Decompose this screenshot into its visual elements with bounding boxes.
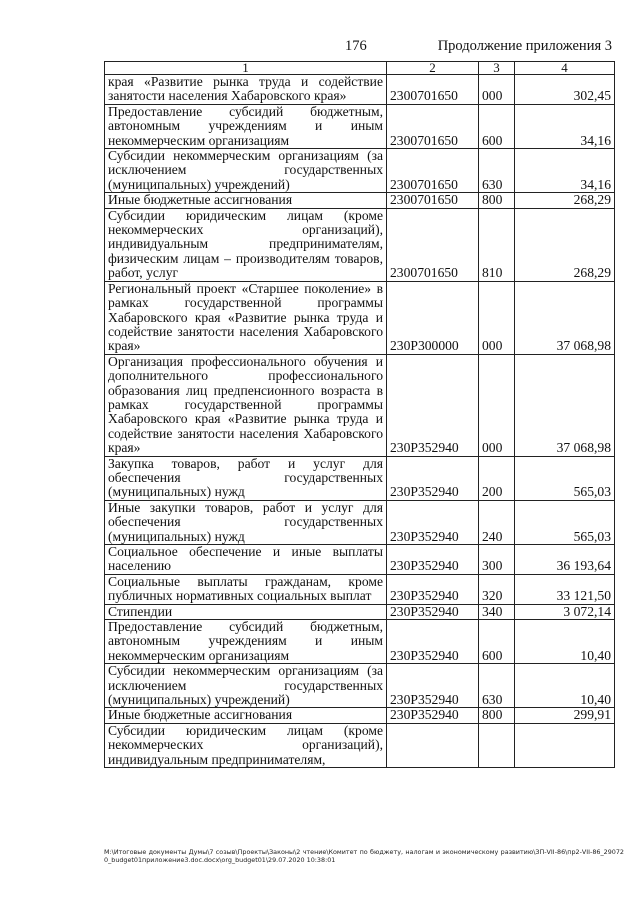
column-header: 3: [479, 62, 515, 75]
row-code-cell: 230P352940: [387, 664, 479, 708]
row-code-cell: 2300701650: [387, 104, 479, 148]
table-row: [105, 104, 615, 148]
row-kind-cell: [479, 723, 515, 767]
table-row: [105, 354, 615, 456]
row-name-cell: Социальные выплаты гражданам, кроме публичных нормативных социальных выплат: [105, 574, 387, 604]
row-amount-cell: 3 072,14: [515, 604, 615, 619]
row-code-cell: 230P352940: [387, 545, 479, 575]
row-amount-cell: 299,91: [515, 708, 615, 723]
table-row: [105, 620, 615, 664]
row-kind-cell: 600: [479, 104, 515, 148]
row-name-cell: Закупка товаров, работ и услуг для обеспечения государственных (муниципальных) нужд: [105, 456, 387, 500]
row-name-cell: Иные закупки товаров, работ и услуг для обеспечения государственных (муниципальных) нужд: [105, 500, 387, 544]
appendix-heading: Продолжение приложения 3: [437, 38, 612, 54]
row-name-cell: Иные бюджетные ассигнования: [105, 193, 387, 208]
row-name-cell: Предоставление субсидий бюджетным, автономным учреждениям и иным некоммерческим организациям: [105, 104, 387, 148]
row-code-cell: 2300701650: [387, 193, 479, 208]
row-amount-cell: 34,16: [515, 104, 615, 148]
table-row: [105, 75, 615, 105]
row-name-cell: Иные бюджетные ассигнования: [105, 708, 387, 723]
row-amount-cell: [515, 723, 615, 767]
row-code-cell: 230P300000: [387, 281, 479, 354]
row-code-cell: 230P352940: [387, 456, 479, 500]
table-row: [105, 574, 615, 604]
row-code-cell: 230P352940: [387, 604, 479, 619]
row-kind-cell: 630: [479, 664, 515, 708]
row-code-cell: 230P352940: [387, 354, 479, 456]
row-kind-cell: 000: [479, 75, 515, 105]
table-row: [105, 708, 615, 723]
row-amount-cell: 302,45: [515, 75, 615, 105]
row-amount-cell: 37 068,98: [515, 354, 615, 456]
budget-table: [104, 61, 615, 768]
row-code-cell: 230P352940: [387, 708, 479, 723]
row-kind-cell: 000: [479, 354, 515, 456]
row-code-cell: 2300701650: [387, 75, 479, 105]
row-amount-cell: 34,16: [515, 149, 615, 193]
row-amount-cell: 565,03: [515, 500, 615, 544]
row-amount-cell: 565,03: [515, 456, 615, 500]
page-number: 176: [345, 38, 367, 54]
column-header: 2: [387, 62, 479, 75]
table-row: [105, 149, 615, 193]
table-row: [105, 664, 615, 708]
row-kind-cell: 340: [479, 604, 515, 619]
row-code-cell: 230P352940: [387, 620, 479, 664]
row-kind-cell: 810: [479, 208, 515, 281]
row-kind-cell: 630: [479, 149, 515, 193]
table-row: [105, 604, 615, 619]
table-row: [105, 500, 615, 544]
row-kind-cell: 200: [479, 456, 515, 500]
row-amount-cell: 37 068,98: [515, 281, 615, 354]
row-kind-cell: 800: [479, 708, 515, 723]
row-code-cell: 2300701650: [387, 208, 479, 281]
row-kind-cell: 240: [479, 500, 515, 544]
row-code-cell: 230P352940: [387, 500, 479, 544]
table-row: [105, 545, 615, 575]
row-kind-cell: 800: [479, 193, 515, 208]
column-header: 4: [515, 62, 615, 75]
row-name-cell: Региональный проект «Старшее поколение» в рамках государственной программы Хабаровского края «Развитие рынка труда и содействие занятости населения Хабаровского края»: [105, 281, 387, 354]
row-name-cell: Социальное обеспечение и иные выплаты населению: [105, 545, 387, 575]
row-name-cell: Субсидии некоммерческим организациям (за исключением государственных (муниципальных) учреждений): [105, 664, 387, 708]
row-amount-cell: 33 121,50: [515, 574, 615, 604]
column-numbers-row: [105, 62, 615, 75]
column-header: 1: [105, 62, 387, 75]
row-name-cell: края «Развитие рынка труда и содействие занятости населения Хабаровского края»: [105, 75, 387, 105]
row-kind-cell: 300: [479, 545, 515, 575]
table-row: [105, 281, 615, 354]
row-kind-cell: 600: [479, 620, 515, 664]
row-name-cell: Субсидии юридическим лицам (кроме некоммерческих организаций), индивидуальным предпринимателям,: [105, 723, 387, 767]
row-code-cell: [387, 723, 479, 767]
row-amount-cell: 10,40: [515, 620, 615, 664]
row-name-cell: Стипендии: [105, 604, 387, 619]
row-kind-cell: 000: [479, 281, 515, 354]
file-path-footer: M:\Итоговые документы Думы\7 созыв\Проекты\Законы\2 чтение\Комитет по бюджету, налогам и экономическому развитию\ЗП-VII-86\пр2-VII-86_290720_budget01приложение3.doc.docx\org_budget01\29.07.2020 10:38:01: [104, 848, 624, 864]
row-name-cell: Организация профессионального обучения и дополнительного профессионального образования лиц предпенсионного возраста в рамках государственной программы Хабаровского края «Развитие рынка труда и содействие занятости населения Хабаровского края»: [105, 354, 387, 456]
row-amount-cell: 268,29: [515, 208, 615, 281]
row-name-cell: Предоставление субсидий бюджетным, автономным учреждениям и иным некоммерческим организациям: [105, 620, 387, 664]
row-amount-cell: 268,29: [515, 193, 615, 208]
row-amount-cell: 36 193,64: [515, 545, 615, 575]
table-row: [105, 723, 615, 767]
row-name-cell: Субсидии юридическим лицам (кроме некоммерческих организаций), индивидуальным предпринимателям, физическим лицам – производителям товаров, работ, услуг: [105, 208, 387, 281]
budget-table-body: [105, 62, 615, 768]
row-code-cell: 2300701650: [387, 149, 479, 193]
row-amount-cell: 10,40: [515, 664, 615, 708]
table-row: [105, 193, 615, 208]
row-kind-cell: 320: [479, 574, 515, 604]
table-row: [105, 208, 615, 281]
row-name-cell: Субсидии некоммерческим организациям (за исключением государственных (муниципальных) учреждений): [105, 149, 387, 193]
row-code-cell: 230P352940: [387, 574, 479, 604]
table-row: [105, 456, 615, 500]
